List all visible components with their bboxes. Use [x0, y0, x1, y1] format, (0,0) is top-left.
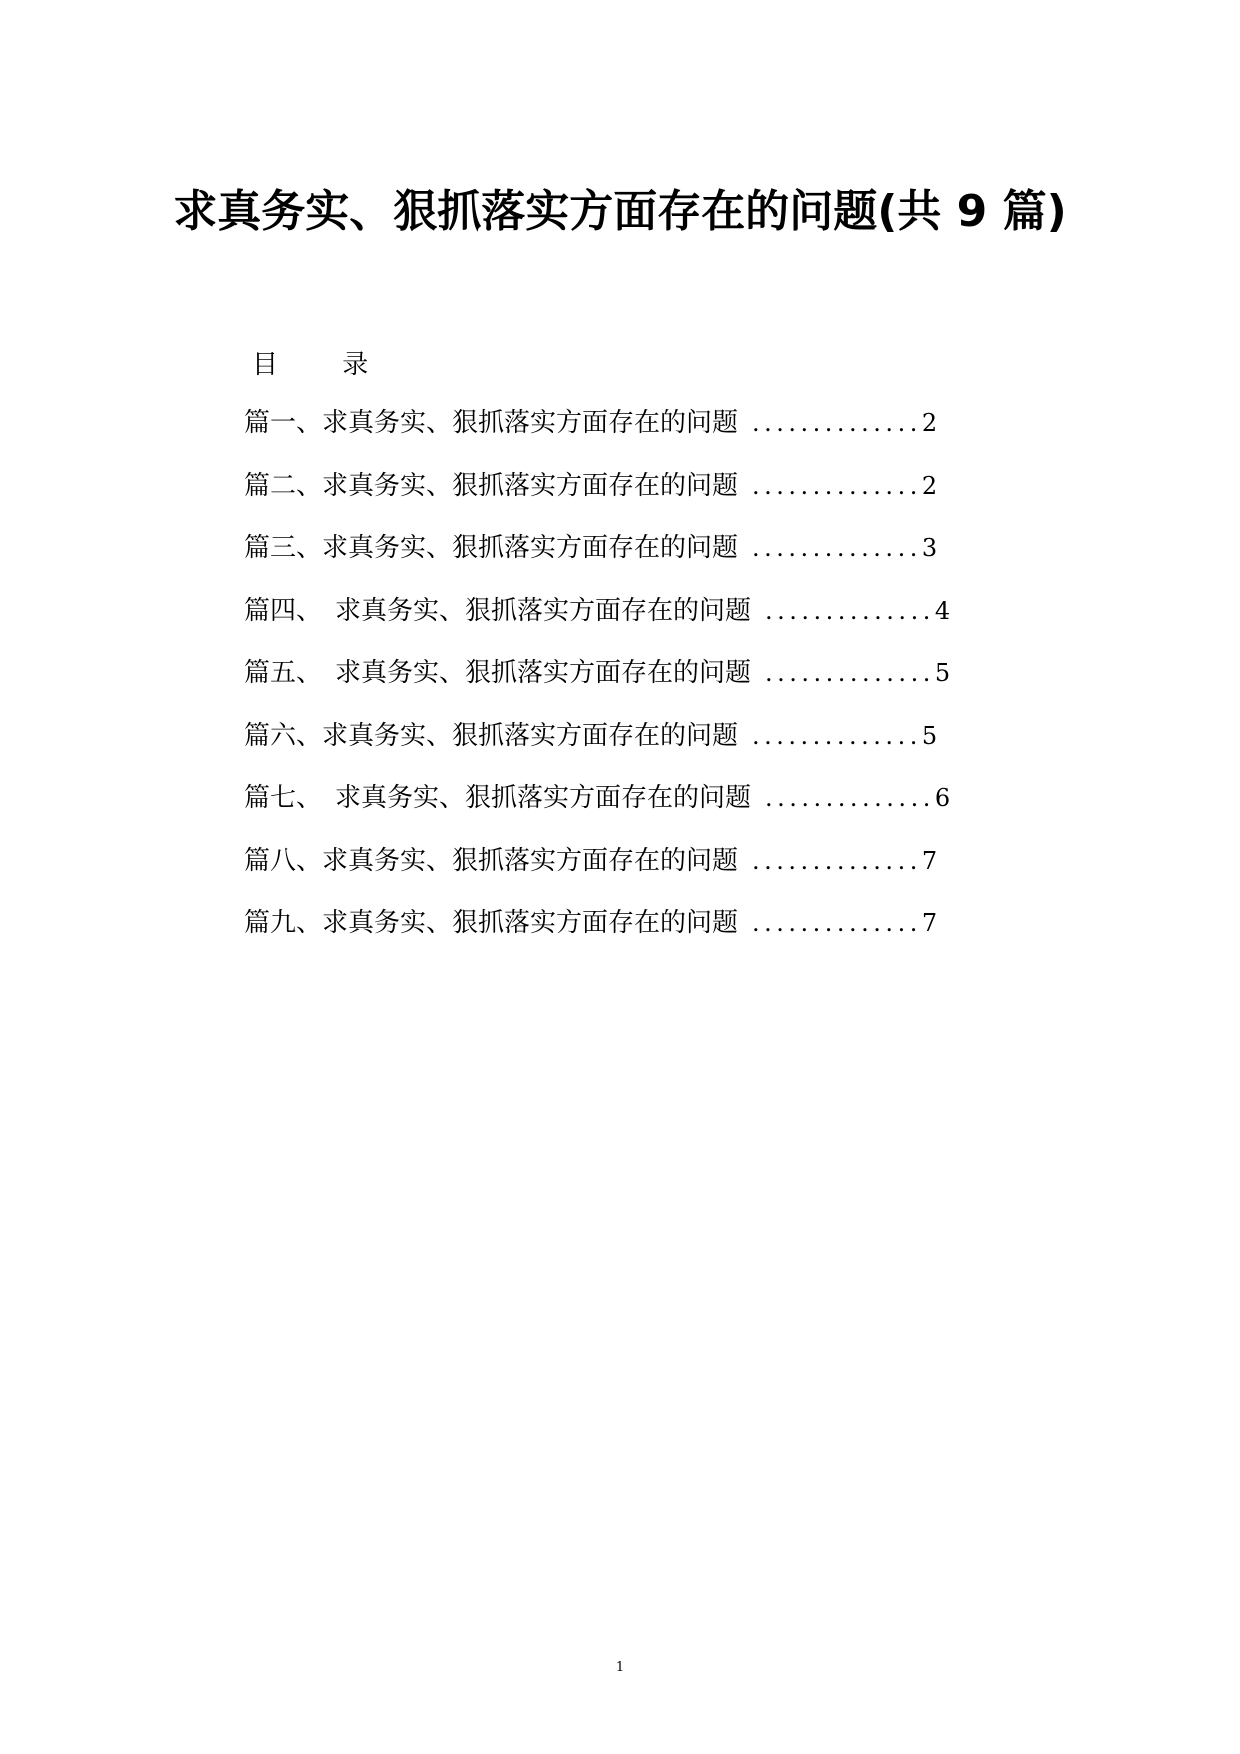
toc-dot-leader: ..............: [752, 721, 922, 750]
toc-item[interactable]: [244, 652, 1044, 715]
toc-item[interactable]: [244, 590, 1044, 653]
toc-dot-leader: ..............: [752, 409, 922, 437]
toc-item[interactable]: [244, 902, 1044, 965]
toc-item-label: 篇七、 求真务实、狠抓落实方面存在的问题: [244, 783, 752, 813]
toc-dot-leader: ..............: [765, 784, 935, 812]
toc-dot-leader: ..............: [752, 471, 922, 500]
toc-page-number: 5: [921, 721, 938, 750]
toc-item-label: 篇二、求真务实、狠抓落实方面存在的问题: [244, 470, 739, 501]
toc-heading: 目 录: [252, 350, 397, 380]
toc-item-label: 篇四、 求真务实、狠抓落实方面存在的问题: [244, 595, 752, 626]
table-of-contents: [244, 402, 1044, 965]
toc-item-label: 篇三、求真务实、狠抓落实方面存在的问题: [244, 533, 739, 563]
page-number: 1: [615, 1660, 625, 1675]
toc-dot-leader: ..............: [752, 846, 922, 875]
toc-item-label: 篇六、求真务实、狠抓落实方面存在的问题: [244, 720, 739, 751]
toc-page-number: 4: [934, 596, 951, 625]
toc-item-label: 篇一、求真务实、狠抓落实方面存在的问题: [244, 408, 739, 438]
toc-item[interactable]: [244, 527, 1044, 590]
toc-page-number: 3: [921, 534, 938, 562]
document-title: 求真务实、狠抓落实方面存在的问题(共 9 篇): [173, 186, 1067, 237]
toc-page-number: 5: [934, 659, 951, 687]
toc-dot-leader: ..............: [765, 596, 935, 625]
toc-item[interactable]: [244, 777, 1044, 840]
toc-page-number: 7: [921, 846, 938, 875]
toc-dot-leader: ..............: [752, 534, 922, 562]
toc-item-label: 篇五、 求真务实、狠抓落实方面存在的问题: [244, 658, 752, 688]
toc-dot-leader: ..............: [752, 909, 922, 937]
toc-item-label: 篇九、求真务实、狠抓落实方面存在的问题: [244, 908, 739, 938]
toc-dot-leader: ..............: [765, 659, 935, 687]
toc-page-number: 2: [921, 409, 938, 437]
toc-item[interactable]: [244, 715, 1044, 778]
toc-item-label: 篇八、求真务实、狠抓落实方面存在的问题: [244, 845, 739, 876]
toc-item[interactable]: [244, 840, 1044, 903]
toc-page-number: 2: [921, 471, 938, 500]
toc-page-number: 7: [921, 909, 938, 937]
toc-page-number: 6: [934, 784, 951, 812]
toc-item[interactable]: [244, 402, 1044, 465]
toc-item[interactable]: [244, 465, 1044, 528]
